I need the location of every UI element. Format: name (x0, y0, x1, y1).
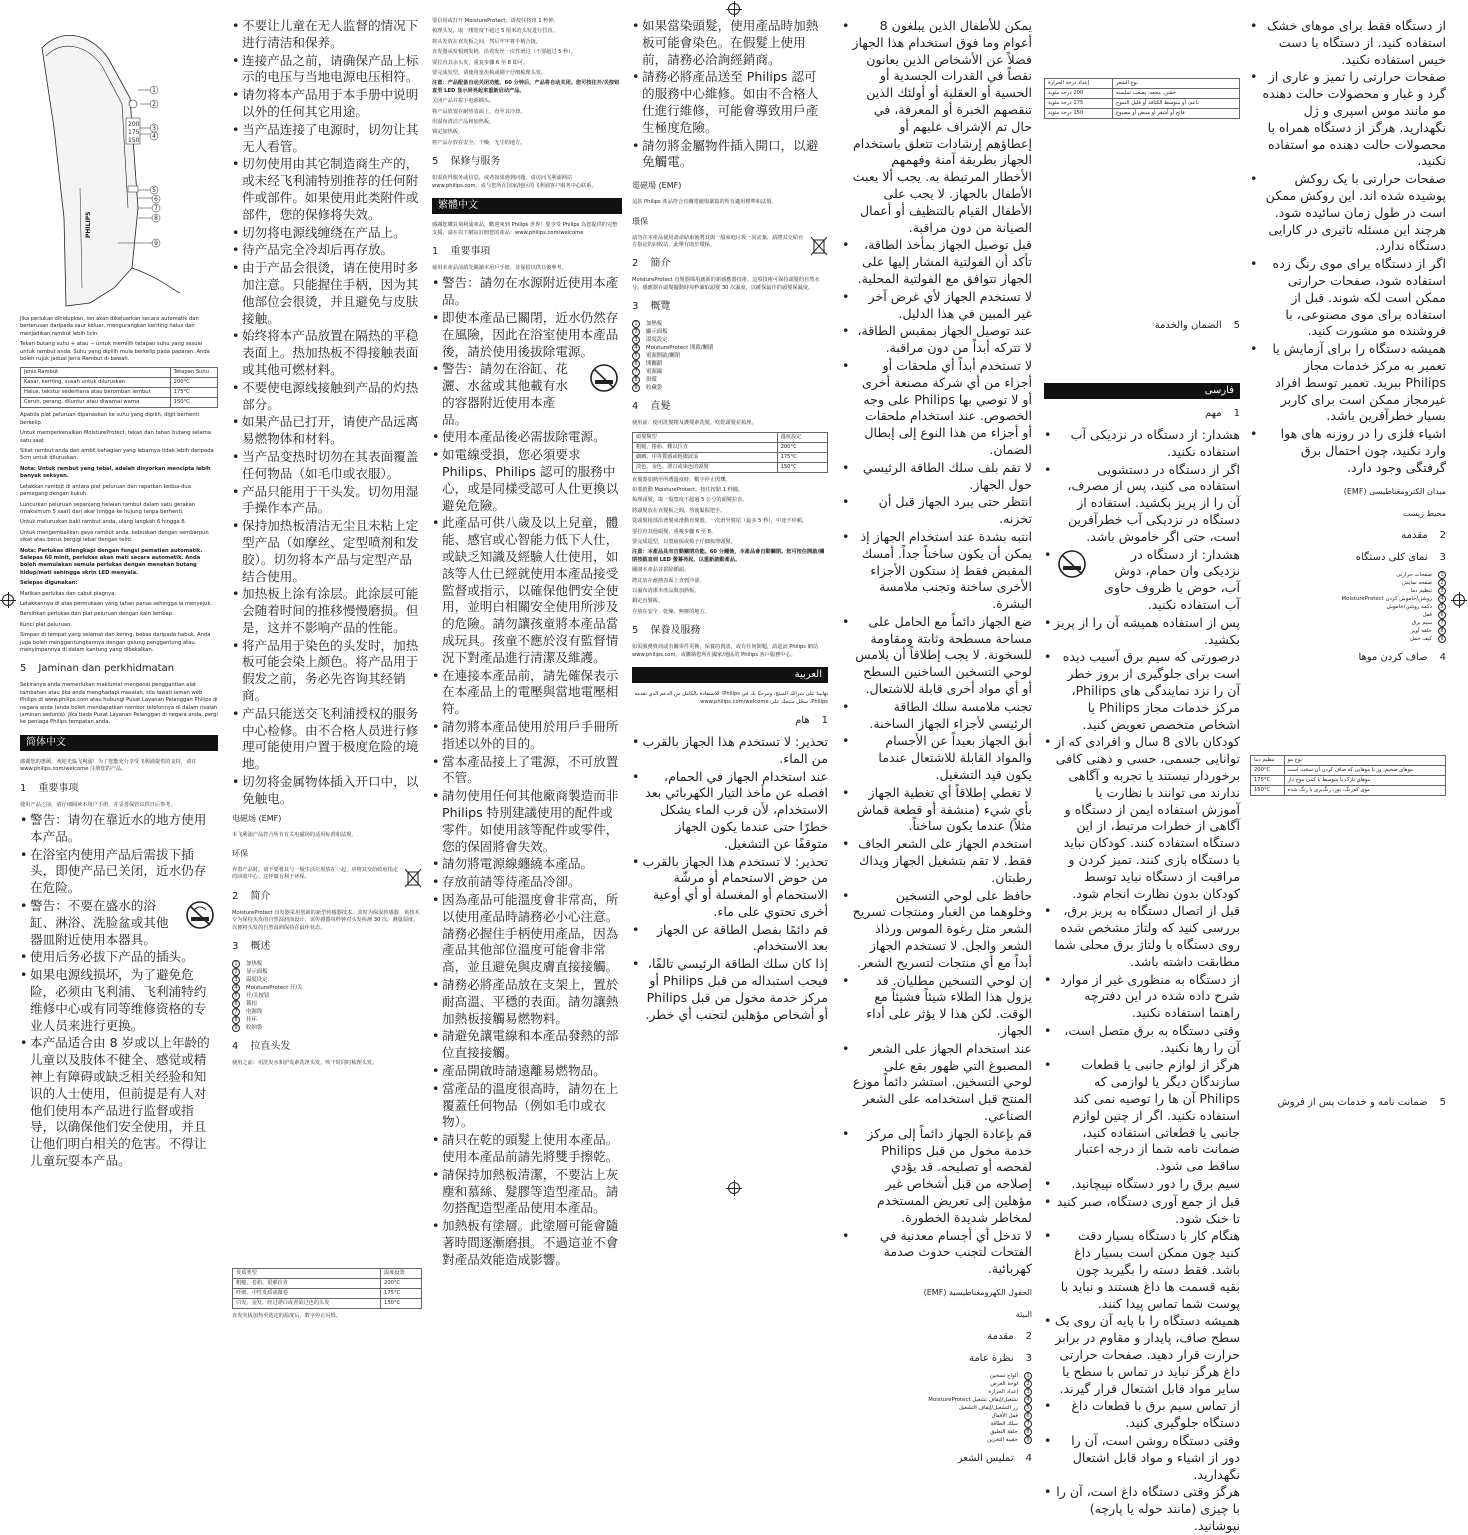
step-text: 將其放在耐熱表面上直到冷卻。 (632, 577, 705, 584)
list-item: • قبل از جمع آوری دستگاه، صبر کنید تا خنک شود. (1044, 1194, 1240, 1228)
section-heading: 3 概述 (232, 941, 271, 953)
step-text: 将产品存放在安全、干燥、无尘的地方。 (432, 139, 526, 146)
list-item: • 在浴室内使用产品后需拔下插头，即使产品已关闭，近水仍存在危险。 (20, 847, 218, 897)
emf-heading: 電磁場 (EMF) (632, 181, 682, 191)
list-item: • وقتی دستگاه روشن است، آن را دور از اشیاء و مواد قابل اشتعال نگهدارید. (1044, 1433, 1240, 1483)
list-item: 8 حلقه آویز (1250, 627, 1446, 635)
step-text: 從頭髮根部沿著髮束滑動直髮器，一次滑至髮尾（最多 5 秒），中途不停頓。 (632, 518, 808, 525)
language-band: العربية (632, 667, 828, 683)
list-item: • إذا كان سلك الطاقة الرئيسي تالفًا، فيجب استبداله من قبل Philips أو مركز خدمة مخول من قبل Philips أو أشخاص مؤهلين لتجنب أي خطر. (632, 956, 828, 1023)
list-item: • 因為產品可能溫度會非常高，所以使用產品時請務必小心注意。請務必握住手柄使用產品，因為產品其他部位溫度可能會非常高，並且避免與皮膚直接接觸。 (432, 892, 622, 976)
list-item: • 使用本產品後必需拔除電源。 (432, 429, 622, 446)
emf-text: 這款 Philips 產品符合有關電磁場暴露的所有適用標準和法規。 (632, 199, 777, 206)
list-item: • حافظ على لوحي التسخين وخلوهما من الغبار ومنتجات تسريح الشعر مثل رغوة الموس ورذاذ الشعر والجل. لا تستخدم الجهاز أبداً مع أي منتجات لتسريح الشعر. (842, 888, 1032, 972)
list-item: • اگر از دستگاه برای موی رنگ زده استفاده شود، صفحات حرارتی ممکن است لکه شوند. قبل از استفاده برای موی مصنوعی، با فروشنده مو مشورت کنید. (1250, 256, 1446, 340)
list-item: • إن لوحي التسخين مطليان. قد يزول هذا الطلاء شيئاً فشيئاً مع الوقت. لكن هذا لا يؤثر على أداء الجهاز. (842, 973, 1032, 1040)
table-header: Jenis Rambut (21, 368, 171, 378)
warning-list (432, 275, 622, 1268)
step-text: 关闭产品并拔下电源插头。 (432, 98, 495, 105)
list-item: • قم دائمًا بفصل الطاقة عن الجهاز بعد الاستخدام. (632, 922, 828, 956)
warning-list (842, 18, 1032, 1278)
step-text: Letakkannya di atas permukaan yang tahan panas sehingga ia menyejuk. (20, 600, 213, 607)
list-item: • 在連接本產品前，請先確保表示在本產品上的電壓與當地電壓相符。 (432, 668, 622, 718)
step-text: 要启用或打开 MoistureProtect，请按住按钮 1 秒钟。 (432, 18, 559, 24)
section-text: 如需服務資訊或有關零件更換、保養的資訊，或有任何問題，請造訪 Philips 網站 www.philips.com，或聯絡您所在國家/地區的 Philips 客戶服務中心。 (632, 644, 819, 658)
language-band: فارسی (1044, 383, 1240, 399)
list-item: • عند استخدام الجهاز في الحمام، افصله عن مأخذ التيار الكهربائي بعد الاستخدام، لأن قرب الماء يشكل خطرًا حتى عندما يكون الجهاز متوقفًا عن التشغيل. (632, 769, 828, 853)
environment-text: 請勿在本產品使用壽命結束後將其與一般家庭垃圾一同丟棄，請將其交給官方指定的回收站。此舉有助於環保。 (632, 235, 828, 250)
list-item: • 使用后务必拔下产品的插头。 (20, 949, 218, 966)
list-item: 4 تشغيل/إيقاف تشغيل MoistureProtect (842, 1396, 1032, 1404)
temp-label-200: 200 (128, 121, 140, 128)
list-item: 5 开/关按钮 (232, 992, 422, 1000)
list-item: • کودکان بالای 8 سال و افرادی که از توانایی جسمی، حسی و ذهنی کافی برخوردار نیستند یا تجربه و آگاهی ندارند می توانند با نظارت یا آموزش استفاده ایمن از دستگاه و آگاهی از خطرات مرتبط، از این دستگاه استفاده کنند. کودکان نباید با دستگاه بازی کنند. تمیز کردن و مراقبت از دستگاه نباید توسط کودکان بدون نظارت انجام شود. (1044, 734, 1240, 902)
section-text: 使用本產品前請先閱讀本用戶手冊，並保留以供日後參考。 (432, 264, 567, 271)
list-item: • از تماس سیم برق با قطعات داغ دستگاه جلوگیری کنید. (1044, 1398, 1240, 1432)
list-item: • 請勿將金屬物件插入開口，以避免觸電。 (632, 138, 828, 172)
emf-heading: الحقول الكهرومغناطيسية (EMF) (923, 1287, 1032, 1297)
table-row: موهای ضخیم، وز یا موهایی که صاف کردن آن سخت است 200°C (1251, 765, 1446, 775)
step-text: 梳理頭髮，取一股寬度不超過 5 公分的頭髮拉直。 (632, 497, 748, 504)
section-heading: 3 نمای کلی دستگاه (1355, 551, 1446, 563)
warning-list (20, 812, 218, 1170)
list-item: • لا تغطي إطلاقاً أي تغطية الجهاز بأي شيء (منشفة أو قطعة قماش مثلاً) عندما يكون ساخناً. (842, 785, 1032, 835)
list-item: • 如果电源线损坏，为了避免危险，必须由飞利浦、飞利浦特约维修中心或有同等维修资格的专业人员来进行更换。 (20, 967, 218, 1034)
list-item: • ضع الجهاز دائماً مع الحامل على مساحة مسطحة وثابتة ومقاومة للسخونة. لا يجب إطلاقاً أن يلامس لوحي التسخين الساخنين السطح أو أي مواد أخرى قابلة للاشتعال. (842, 614, 1032, 698)
list-item: 8 掛環 (632, 376, 828, 384)
table-row: Halus, tekstur sederhana atau beromban lembut 175°C (21, 388, 218, 398)
list-item: • 請勿將本產品使用於用戶手冊所指述以外的目的。 (432, 719, 622, 753)
section-heading: 2 مقدمة (987, 1330, 1032, 1342)
list-item: • وقتی دستگاه به برق متصل است، آن را رها نکنید. (1044, 1023, 1240, 1057)
list-item: • 當產品的溫度很高時，請勿在上覆蓋任何物品（例如毛巾或衣物）。 (432, 1081, 622, 1131)
list-item: • لا تدخل أي أجسام معدنية في الفتحات لتجنب حدوث صدمة كهربائية. (842, 1228, 1032, 1278)
list-item: • 当产品变热时切勿在其表面覆盖任何物品（如毛巾或衣服）。 (232, 449, 422, 483)
list-item: • 警告：請勿在水源附近使用本產品。 (432, 275, 622, 309)
list-item: 3 温度设定 (232, 976, 422, 984)
list-item: • درصورتی که سیم برق آسیب دیده است برای جلوگیری از بروز خطر آن را نزد نمایندگی های Philips، مرکز خدمات مجاز Philips یا اشخاص متخصص تعویض کنید. (1044, 649, 1240, 733)
no-bath-warning-icon (182, 900, 218, 930)
list-item: • 即使本產品已關閉，近水仍然存在風險，因此在浴室使用本產品後，請於使用後拔除電源。 (432, 310, 622, 360)
list-item: • 请勿将本产品用于本手册中说明以外的任何其它用途。 (232, 87, 422, 121)
section-heading: 5 ضمانت نامه و خدمات پس از فروش (1277, 1096, 1446, 1108)
list-item: 5 زر التشغيل/إيقاف التشغيل (842, 1404, 1032, 1412)
list-item: • سیم برق را دور دستگاه نپیچانید. (1044, 1176, 1240, 1193)
table-row: Ceruh, perang, diluntur atau diwarnai warna 150°C (21, 398, 218, 408)
section-heading: 3 概覽 (632, 301, 671, 313)
step-text: 要完成发型，请使用宽齿梳或刷子仔细梳理头发。 (432, 70, 547, 77)
list-item: • همیشه دستگاه را با پایه آن روی یک سطح صاف، پایدار و مقاوم در برابر حرارت قرار دهید. صفحات حرارتی داغ هرگز نباید در تماس با سطح یا سایر مواد قابل اشتعال قرار گیرند. (1044, 1313, 1240, 1397)
section-text: 使用前：使用洗髮精及護髮素洗髮。吹乾頭髮並梳理。 (632, 420, 757, 427)
no-bath-warning-icon (1054, 549, 1090, 579)
list-item: • 存放前請等待產品冷卻。 (432, 874, 622, 891)
table-row: Kasar, keriting, susah untuk diluruskan 200°C (21, 378, 218, 388)
list-item: • 连接产品之前，请确保产品上标示的电压与当地电源电压相符。 (232, 53, 422, 87)
note-text: Nota: Untuk rambut yang tebal, adalah disyorkan mencipta lebih banyak seksyen. (20, 465, 211, 480)
section-heading: 5 保修与服务 (432, 156, 501, 168)
section-heading: 4 صاف کردن موها (1358, 651, 1446, 663)
column-4 (632, 18, 828, 1188)
list-item: • پس از استفاده همیشه آن را از پریز بکشید. (1044, 615, 1240, 649)
note-text: Nota: Perlukas dilengkapi dengan fungsi pematian automatik. Selepas 60 minit, perlukas akan mati secara automatik. Anda boleh memulakan semula perlukas dengan menekan butang hidup/mati sehingga skrin LED menyala. (20, 547, 203, 576)
warning-list (1250, 18, 1446, 477)
step-text: 如要啟動 MoistureProtect，按住按鈕 1 秒鐘。 (632, 487, 744, 494)
section-text: 如需获得服务或信息，或者如果遇到问题，请访问飞利浦网站 www.philips.com，或与您所在国家/地区的飞利浦客户服务中心联系。 (432, 175, 597, 189)
list-item: • 将产品用于染色的头发时，加热板可能会染上颜色。将产品用于假发之前，务必先咨询其经销商。 (232, 638, 422, 705)
section-heading: 1 重要事项 (20, 782, 79, 794)
list-item: 2 顯示面板 (632, 328, 828, 336)
step-text: 锁定加热板。 (432, 129, 464, 136)
section-text: 使用产品之前，请仔细阅读本用户手册，并妥善保管以供日后参考。 (20, 801, 176, 808)
list-item: • لا تستخدم أبداً أي ملحقات أو أجزاء من أي شركة مصنعة أخرى أو لا توصي بها Philips على وجه الخصوص. عند استخدام ملحقات أو أجزاء من هذا النوع إلى إبطال الضمان. (842, 358, 1032, 459)
list-item: • 請勿使用任何其他廠商製造而非 Philips 特別建議使用的配件或零件。如使用該等配件或零件，您的保固將會失效。 (432, 788, 622, 855)
section-heading: 4 拉直头发 (232, 1041, 291, 1053)
column-7 (1250, 18, 1446, 1188)
straightener-illustration (20, 18, 218, 316)
hair-type-table-ms (20, 367, 218, 408)
list-item: 7 سیم برق (1250, 619, 1446, 627)
list-item: • تحذير: لا تستخدم هذا الجهاز بالقرب من حوض الاستحمام أو مرشّة الاستحمام أو المغسلة أو أي أوعية أخرى تحتوي على ماء. (632, 854, 828, 921)
list-item: 1 加熱板 (632, 320, 828, 328)
step-text: 直髮器加熱至所選溫度時，數字停止閃爍。 (632, 476, 731, 483)
overview-list (842, 1372, 1032, 1444)
list-item: 7 سلك الطاقة (842, 1420, 1032, 1428)
list-item: 3 إعداد الحرارة (842, 1388, 1032, 1396)
list-item: 6 锁扣 (232, 1000, 422, 1008)
list-item: • 請只在乾的頭髮上使用本產品。使用本產品前請先將雙手擦乾。 (432, 1132, 622, 1166)
list-item: • همیشه دستگاه را برای آزمایش یا تعمیر به مرکز خدمات مجاز Philips ببرید. تعمیر توسط افراد غیرمجاز ممکن است برای کاربر بسیار خطرآفرین باشد. (1250, 341, 1446, 425)
list-item: • 請務必將產品送至 Philips 認可的服務中心維修。如由不合格人仕進行維修，可能會導致用戶產生極度危險。 (632, 69, 828, 136)
table-row: 纤细、中性发质或微卷 175°C (233, 1288, 422, 1298)
callout-5: 5 (152, 187, 156, 194)
list-item: 6 قفل (1250, 611, 1446, 619)
table-row: موی کم‌رنگ، بور، رنگ‌بری یا رنگ شده 150°C (1251, 785, 1446, 795)
list-item: • هرگز وقتی دستگاه داغ است، آن را با چیزی (مانند حوله یا پارچه) نپوشانید. (1044, 1484, 1240, 1534)
list-item: 8 挂环 (232, 1016, 422, 1024)
table-row: 白发、金发、经过漂白或者染过色的头发 150°C (233, 1298, 422, 1308)
step-text: Letakkan rambut di antara plat peluruan dan rapatkan kedua-dua pemegang dengan kukuh. (20, 483, 191, 498)
list-item: 4 MoistureProtect 開啟/關閉 (632, 344, 828, 352)
hair-type-table-fa: نوع مو تنظیم دما موهای ضخیم، وز یا موهایی که صاف کردن آن سخت است 200°C موهای نازک یا متوسط یا کمی موج دار 175°C موی کم‌رنگ، بور، رنگ‌بری یا رنگ شده 150°C (1250, 755, 1446, 796)
table-row: 粗糙、捲曲、難以拉直 200°C (633, 442, 828, 452)
table-row: خشن، مجعد، يصعب تمليسه 200 درجة مئوية (1045, 89, 1240, 99)
environment-heading: 環保 (632, 216, 648, 226)
hair-type-table-tw: 頭髮類型 溫度設定 粗糙、捲曲、難以拉直 200°C 細緻、中等質感或輕微波浪 175°C 淡色、金色、漂白或染色的頭髮 150°C (632, 432, 828, 473)
list-item: • 請務必將產品放在支架上，置於耐高溫、平穩的表面。請勿讓熱加熱板接觸易燃物料。 (432, 977, 622, 1027)
table-row: 粗糙、卷曲、很难拉直 200°C (233, 1278, 422, 1288)
section-heading: 2 簡介 (632, 258, 671, 270)
environment-heading: 环保 (232, 849, 248, 859)
crossed-bin-icon (404, 867, 422, 889)
list-item: • از دستگاه به منظوری غیر از موارد شرح داده شده در این دفترچه راهنما استفاده نکنید. (1044, 972, 1240, 1022)
column-1 (20, 18, 218, 1188)
intro-text: 感謝您購買飛利浦產品，歡迎來到 Philips 世界！要享受 Philips 為您提供的完整支援，請在以下網站註冊您的產品：www.philips.com/welcome (432, 222, 618, 236)
list-item: 4 روشن/خاموش کردن MoistureProtect (1250, 595, 1446, 603)
step-text: 將頭髮放在直髮板之間，然後緊握把手。 (632, 507, 726, 514)
list-item: • 本产品适合由 8 岁或以上年龄的儿童以及肢体不健全、感觉或精神上有障碍或缺乏相关经验和知识的人士使用，但前提是有人对他们使用本产品进行监督或指导，以确保他们安全使用，并且让他们明白相关的危害。不得让儿童玩耍本产品。 (20, 1035, 218, 1169)
list-item: • 警告：请勿在靠近水的地方使用本产品。 (20, 812, 218, 846)
table-row: 淡色、金色、漂白或染色的頭髮 150°C (633, 462, 828, 472)
list-item: 2 显示面板 (232, 968, 422, 976)
hair-type-table-zh: 发质类型 温度设置 粗糙、卷曲、很难拉直 200°C 纤细、中性发质或微卷 175°C 白发、金发、经过漂白或者染过色的头发 150°C (232, 1268, 422, 1309)
hair-type-table-ar: نوع الشعر إعداد درجة الحرارة خشن، مجعد، يصعب تمليسه 200 درجة مئوية ناعم، أو متوسط الكثافة أو قليل التموج 175 درجة مئوية فاتح أو أشقر أو مبيض أو مصبوغ 150 درجة مئوية (1044, 78, 1240, 119)
list-item: • 不要使电源线接触到产品的灼热部分。 (232, 380, 422, 414)
list-item: • هشدار: از دستگاه در نزدیکی آب استفاده نکنید. (1044, 427, 1240, 461)
list-item: • يمكن للأطفال الذين يبلغون 8 أعوام وما فوق استخدام هذا الجهاز فضلاً عن الأشخاص الذين يعانون نقصاً في القدرات الجسدية أو الحسية أو العقلية أو أولئك الذين تنقصهم الخبرة أو المعرفة، في حال تم الإشراف عليهم أو إعطاؤهم إرشادات تتعلق باستخدام الجهاز بطريقة آمنة وفهمهم الأخطار المرتبطة به. يجب ألا يعبث الأطفال بالجهاز. لا يجب على الأطفال القيام بالتنظيف أو أعمال الصيانة من دون مراقبة. (842, 18, 1032, 236)
list-item: 7 電源線 (632, 368, 828, 376)
registration-mark-left (2, 594, 14, 606)
list-item: • 此產品可供八歲及以上兒童，體能、感官或心智能力低下人仕，或缺乏知識及經驗人仕使用，如該等人仕已經就使用本產品接受監督或指示，以確保他們安全使用，並明白相關安全使用所涉及的危險。請勿讓孩童將本產品當成玩具。孩童不應於沒有監督情況下對產品進行清潔及維護。 (432, 515, 622, 666)
section-text: MoistureProtect 直发器采用创新的新型传感器技术，其时为保湿传感器。该技术专为保持头发的自然湿润而设计，该传感器每秒钟对头发检测 30 次，测量湿度，以便将头发的自然湿润保持在最佳状态。 (232, 909, 420, 931)
section-heading: 1 مهم (1205, 408, 1240, 419)
step-text: 以濕布清潔本產品與加熱板。 (632, 588, 700, 595)
table-header: Tetapan Suhu (170, 368, 217, 378)
list-item: 6 قفل الأقفال (842, 1412, 1032, 1420)
list-item: • لا تستخدم الجهاز لأي غرض آخر غير المبين في هذا الدليل. (842, 289, 1032, 323)
section-heading: 3 نظرة عامة (968, 1352, 1032, 1364)
step-text: 用湿布清洁产品和加热板。 (432, 119, 495, 126)
warning-list (632, 18, 828, 171)
list-item: 3 تنظیم دما (1250, 587, 1446, 595)
column-2 (232, 18, 422, 1319)
list-item: • 產品開啟時請遠離易燃物品。 (432, 1063, 622, 1080)
list-item: 6 開關鎖 (632, 360, 828, 368)
list-item: 8 حلقة التعليق (842, 1428, 1032, 1436)
list-item: • 不要让儿童在无人监督的情况下进行清洁和保养。 (232, 18, 422, 52)
step-text: Untuk memperkenalkan MoistureProtect, tekan dan tahan butang selama satu saat. (20, 430, 211, 444)
list-item: • اگر از دستگاه در دستشویی استفاده می کنید، پس از مصرف، آن را از پریز بکشید. استفاده از دستگاه در نزدیکی آب خطرآفرین است، حتی اگر خاموش باشد. (1044, 462, 1240, 546)
warning-list (232, 18, 422, 808)
list-item: • اشیاء فلزی را در روزنه های هوا وارد نکنید، چون احتمال برق گرفتگی وجود دارد. (1250, 426, 1446, 476)
list-item: • لا تقم بلف سلك الطاقة الرئيسي حول الجهاز. (842, 460, 1032, 494)
list-item: • 产品只能用于干头发。切勿用湿手操作本产品。 (232, 484, 422, 518)
section-text: 使用之前：用洗发水和护发素洗净头发。吹干时同时梳理头发。 (232, 1060, 378, 1067)
section-heading: 5 الضمان والخدمة (1154, 320, 1240, 331)
list-item: • 警告：請勿在浴缸、花灑、水盆或其他載有水的容器附近使用本產品。 (432, 361, 622, 428)
list-item: • صفحات حرارتی را تمیز و عاری از گرد و غبار و محصولات حالت دهنده مو مانند موس اسپری و ژل نگهدارید. هرگز از دستگاه همراه با محصولات حالت دهنده مو استفاده نکنید. (1250, 69, 1446, 170)
list-item: • عند توصيل الجهاز بمقبس الطاقة، لا تتركه أبداً من دون مراقبة. (842, 323, 1032, 357)
list-item: • 保持加热板清洁无尘且未粘上定型产品（如摩丝、定型喷剂和发胶）。切勿将本产品与定型产品结合使用。 (232, 518, 422, 585)
list-item: • 如果當染頭髮，使用產品時加熱板可能會染色。在假髮上使用前，請務必洽詢經銷商。 (632, 18, 828, 68)
section-heading: 5 Jaminan dan perkhidmatan (20, 663, 175, 675)
section-heading: 4 تمليس الشعر (957, 1452, 1032, 1464)
step-text: Simpan di tempat yang selamat dan kering, bebas daripada habuk. Anda juga boleh menggantungkannya dengan gelung penggantung atau menyimpannya di dalam kantung yang dibekalkan. (20, 632, 211, 653)
step-text: Tekan butang suhu + atau − untuk memilih tetapan suhu yang sesuai untuk rambut anda. Suhu yang dipilih mula berkelip pada paparan. Anda boleh rujuk jadual Jenis Rambut di bawah. (20, 341, 210, 363)
list-item: • 由于产品会很烫，请在使用时多加注意。只能握住手柄，因为其他部位会很烫，并且避免与皮肤接触。 (232, 260, 422, 327)
registration-mark-right (1453, 594, 1465, 606)
list-item: • عند استخدام الجهاز على الشعر المصبوغ التي ظهور بقع على لوحي التسخين. استشر دائماً موزع المنتج قبل استخدامه على الشعر الصناعي. (842, 1041, 1032, 1125)
list-item: • از دستگاه فقط برای موهای خشک استفاده کنید. از دستگاه با دست خیس استفاده نکنید. (1250, 18, 1446, 68)
section-heading: 1 هام (795, 714, 828, 726)
step-text: Matikan perlukas dan cabut plagnya. (20, 590, 117, 597)
footer-note: 直发夹板加热至选定的温度后，数字停止闪烁。 (232, 1312, 341, 1319)
product-diagram (20, 18, 218, 316)
environment-text: 弃置产品时，请不要将其与一般生活垃圾放在一起，应将其交给政府指定的回收中心。这样做有利于环保。 (232, 867, 422, 882)
note-text: 注意：产品配备自动关闭功能。60 分钟后，产品将自动关闭。您可按住开/关按钮直至 LED 显示屏亮起来重新启动产品。 (432, 80, 620, 94)
list-item: 1 ألواح تسخين (842, 1372, 1032, 1380)
step-text: 直发器从发根到发梢，沿着发丝一次性滑过（不要超过 5 秒）。 (432, 49, 577, 56)
section-heading: 4 直髮 (632, 401, 671, 413)
list-item: 1 صفحات حرارتی (1250, 571, 1446, 579)
step-text: 将产品放置在耐热表面上，直至其冷却。 (432, 108, 526, 115)
list-item: • 當本產品接上了電源，不可放置不管。 (432, 754, 622, 788)
callout-8: 8 (154, 215, 158, 222)
list-item: 2 لوحة العرض (842, 1380, 1032, 1388)
language-band: 简体中文 (20, 735, 218, 751)
section-text: MoistureProtect 直髮器採用創新的新感應器技術。這項技術可保持頭髮的自然水分。感應器在頭髮擺動時每秒讀取頭髮 30 次濕度，以確保最佳的頭髮保濕度。 (632, 277, 820, 291)
list-item: 5 دکمه روشن/خاموش (1250, 603, 1446, 611)
list-item: • 加熱板有塗層。此塗層可能會隨著時間逐漸磨損。不過這並不會對產品效能造成影響。 (432, 1218, 622, 1268)
list-item: 2 صفحه نمایش (1250, 579, 1446, 587)
table-row: موهای نازک یا متوسط یا کمی موج دار 175°C (1251, 775, 1446, 785)
note-text: 注意：本產品具有自動關閉功能。60 分鐘後，本產品會自動關閉。您可按住開啟/關閉按鈕直到 LED 螢幕亮起，以重新啟動產品。 (632, 549, 825, 563)
step-text: 要完成造型，以寬齒梳或梳子仔細梳理頭髮。 (632, 539, 736, 546)
callout-2: 2 (152, 101, 156, 108)
intro-text: 感谢您的惠顾，欢迎光临飞利浦！为了您能充分享受飞利浦提供的支持，请在 www.philips.com/welcome 注册您的产品。 (20, 758, 197, 773)
overview-list (1250, 571, 1446, 643)
list-item: 7 电源线 (232, 1008, 422, 1016)
step-text: 關閉本產品並拔除插頭。 (632, 567, 690, 574)
environment-heading: محیط زیست (1402, 508, 1446, 518)
list-item: • انتبه بشدة عند استخدام الجهاز إذ يمكن أن يكون ساخناً جداً. أمسك المقبض فقط إذ ستكون الأجزاء الأخرى ساخنة وتجنب ملامسة البشرة. (842, 529, 1032, 613)
step-text: 将头发放在直发板之间，然后牢牢将手柄合拢。 (432, 38, 541, 45)
list-item: 3 溫度設定 (632, 336, 828, 344)
list-item: • 請避免讓電線和本產品發熱的部位直接接觸。 (432, 1028, 622, 1062)
section-heading: 5 保養及服務 (632, 625, 701, 637)
registration-mark-top (728, 3, 740, 15)
callout-1: 1 (152, 87, 156, 94)
section-heading: 1 重要事項 (432, 245, 491, 257)
overview-list (632, 320, 828, 392)
temp-label-150: 150 (128, 137, 140, 144)
brand-logo: PHILIPS (85, 211, 92, 238)
list-item: • هرگز از لوازم جانبی یا قطعات سازندگان دیگر یا لوازمی که Philips آن ها را توصیه نمی کند استفاده نکنید. اگر از چنین لوازم جانبی یا قطعاتی استفاده کنید، ضمانت نامه شما از درجه اعتبار ساقط می شود. (1044, 1057, 1240, 1175)
step-text: Jika perlukas dihidupkan, ion akan dikeluarkan secara automatik dan berterusan daripada saur keluar, mengurangkan keriting halus dan menjadikan rambut lebih licin. (20, 316, 199, 337)
emf-text: 本飞利浦产品符合所有有关电磁场的适用标准和法规。 (232, 831, 357, 838)
step-text: Untuk mengembalikan gaya rambut anda, kebuskan dengan sembarpun sikat atau berus bergigi lebar dengan teliti. (20, 529, 209, 544)
callout-4: 4 (152, 133, 156, 140)
callout-6: 6 (154, 196, 158, 203)
warning-list (632, 734, 828, 1024)
list-item: 9 کیف حمل (1250, 635, 1446, 643)
step-text: Kunci plat peluruan. (20, 621, 73, 628)
callout-7: 7 (154, 205, 158, 212)
callout-9: 9 (154, 240, 158, 247)
column-3 (432, 18, 622, 1267)
environment-heading: البيئة (1015, 1309, 1032, 1319)
step-text: Luncurkan peluruan sepanjang helaian rambut dalam satu gerakan (maksimum 5 saat) dari akar hingga ke hujung tanpa berhenti. (20, 501, 196, 515)
list-item: 4 MoistureProtect 开/关 (232, 984, 422, 992)
step-text: 要拉直其他頭髮，重複步驟 6 至 8。 (632, 528, 717, 535)
list-item: • 始终将本产品放置在隔热的平稳表面上。热加热板不得接触表面或其他可燃材料。 (232, 328, 422, 378)
overview-list (232, 960, 422, 1032)
list-item: • صفحات حرارتی با یک روکش پوشیده شده اند. این روکش ممکن است در طول زمان سائیده شود. هرچند این مسئله تاثیری در کارایی دستگاه ندارد. (1250, 171, 1446, 255)
list-item: • 待产品完全冷却后再存放。 (232, 242, 422, 259)
list-item: • 警告：不要在盛水的浴缸、淋浴、洗脸盆或其他器皿附近使用本器具。 (20, 898, 218, 948)
warning-list (1044, 427, 1240, 1535)
section-heading: 2 مقدمه (1401, 529, 1446, 541)
list-item: • 加热板上涂有涂层。此涂层可能会随着时间的推移慢慢磨损。但是，这并不影响产品的性能。 (232, 586, 422, 636)
list-item: • انتظر حتى يبرد الجهاز قبل أن تخزنه. (842, 494, 1032, 528)
temp-label-175: 175 (128, 129, 140, 136)
list-item: • قبل توصيل الجهاز بمأخذ الطاقة، تأكد أن الفولتية المشار إليها على الجهاز تتوافق مع الفولتية المحلية. (842, 237, 1032, 287)
step-text: Untuk meluruskan baki rambut anda, ulang langkah 6 hingga 8. (20, 519, 187, 526)
after-use-title: Selepas digunakan: (20, 580, 78, 587)
list-item: • تجنب ملامسة سلك الطاقة الرئيسي لأجزاء الجهاز الساخنة. (842, 699, 1032, 733)
step-text: Bersihkan perlukas dan plat peluruan dengan kain lembap. (20, 611, 174, 618)
callout-3: 3 (152, 125, 156, 132)
table-row: 細緻、中等質感或輕微波浪 175°C (633, 452, 828, 462)
section-text: Sekiranya anda memerlukan maklumat mengenai penggantian alat tambahan atau jika anda menghadapi masalah, sila lawati laman web Philips di www.philips.com atau hubungi Pusat Layanan Pelanggan Philips di negara anda (anda boleh mendapatkan nombor telefonnya di dalam risalah jaminan sedunia). Jika tiada Pusat Layanan Pelanggan di negara anda, pergi ke peniaga Philips tempatan anda. (20, 682, 218, 726)
list-item: • هنگام کار با دستگاه بسیار دقت کنید چون ممکن است بسیار داغ باشد. فقط دسته را بگیرید چون بقیه قسمت ها داغ هستند و نباید با پوست شما تماس پیدا کنند. (1044, 1228, 1240, 1312)
list-item: • 切勿使用由其它制造商生产的，或未经飞利浦特别推荐的任何附件或部件。如果使用此类附件或部件，您的保修将失效。 (232, 156, 422, 223)
crossed-bin-icon (810, 235, 828, 257)
list-item: • 产品只能送交飞利浦授权的服务中心检修。由不合格人员进行修理可能使用户置于极度危险的境地。 (232, 706, 422, 773)
step-text: Apabila plat peluruan dipanaskan ke suhu yang dipilih, digit berhenti berkelip. (20, 412, 199, 426)
intro-text: تهانينا على شرائك المنتج، ومرحبًا بك في Philips! للاستفادة بالكامل من الدعم الذي تقدمه Philips، سجّل منتجك على www.philips.com/welcome (634, 691, 828, 705)
step-text: 梳理头发，取一缕宽度不超过 5 厘米的头发进行拉直。 (432, 28, 558, 35)
list-item: • استخدم الجهاز على الشعر الجاف فقط. لا تقم بتشغيل الجهاز ويداك رطبتان. (842, 836, 1032, 886)
table-row: فاتح أو أشقر أو مبيض أو مصبوغ 150 درجة مئوية (1045, 109, 1240, 119)
list-item: • أبق الجهاز بعيداً عن الأجسام والمواد القابلة للاشتعال عندما يكون قيد التشغيل. (842, 733, 1032, 783)
column-5 (842, 18, 1032, 1464)
list-item: • 請保持加熱板清潔，不要沾上灰塵和慕絲、髮膠等造型產品。請勿搭配造型產品使用本產品。 (432, 1167, 622, 1217)
list-item: • 当产品连接了电源时，切勿让其无人看管。 (232, 122, 422, 156)
list-item: 5 電源開啟/關閉 (632, 352, 828, 360)
list-item: • قم بإعادة الجهاز دائماً إلى مركز خدمة مخول من قبل Philips لفحصه أو تصليحه. قد يؤدي إصلاحه من قبل أشخاص غير مؤهلين إلى تعريض المستخدم لمخاطر شديدة الخطورة. (842, 1126, 1032, 1227)
step-text: 存放在安全、乾燥、無塵的地方。 (632, 608, 710, 615)
table-row: ناعم، أو متوسط الكثافة أو قليل التموج 175 درجة مئوية (1045, 99, 1240, 109)
list-item: 9 حقيبة التخزين (842, 1436, 1032, 1444)
language-band: 繁體中文 (432, 198, 622, 214)
list-item: • 如果产品已打开，请使产品远离易燃物体和材料。 (232, 414, 422, 448)
list-item: • 如電線受損，您必須要求 Philips、Philips 認可的服務中心，或是同樣受認可人仕更換以避免危險。 (432, 447, 622, 514)
section-heading: 2 简介 (232, 890, 271, 902)
list-item: • 請勿將電源線纏繞本產品。 (432, 856, 622, 873)
list-item: • 切勿将金属物体插入开口中，以免触电。 (232, 774, 422, 808)
step-text: 要拉直其余头发，重复步骤 6 至 8 即可。 (432, 59, 529, 66)
step-text: Sikat rambut anda dan ambil bahagian yang lebarnya tidak lebih daripada 5cm untuk diluruskan. (20, 448, 214, 462)
list-item: 9 收纳袋 (232, 1024, 422, 1032)
list-item: 1 加热板 (232, 960, 422, 968)
list-item: • تحذير: لا تستخدم هذا الجهاز بالقرب من الماء. (632, 734, 828, 768)
list-item: • 切勿将电源线缠绕在产品上。 (232, 225, 422, 242)
step-text: 鎖定直髮板。 (632, 598, 664, 605)
list-item: • هشدار: از دستگاه در نزدیکی وان حمام، دوش آب، حوض یا ظروف حاوی آب استفاده نکنید. (1044, 547, 1240, 614)
list-item: • قبل از اتصال دستگاه به پریز برق، بررسی کنید که ولتاژ مشخص شده روی دستگاه با ولتاژ برق محلی شما مطابقت داشته باشد. (1044, 903, 1240, 970)
emf-heading: میدان الکترومغناطیسی (EMF) (1343, 486, 1446, 496)
column-6 (1044, 18, 1240, 1533)
list-item: 9 收藏袋 (632, 384, 828, 392)
emf-heading: 电磁场 (EMF) (232, 813, 282, 823)
no-bath-warning-icon (586, 363, 622, 393)
